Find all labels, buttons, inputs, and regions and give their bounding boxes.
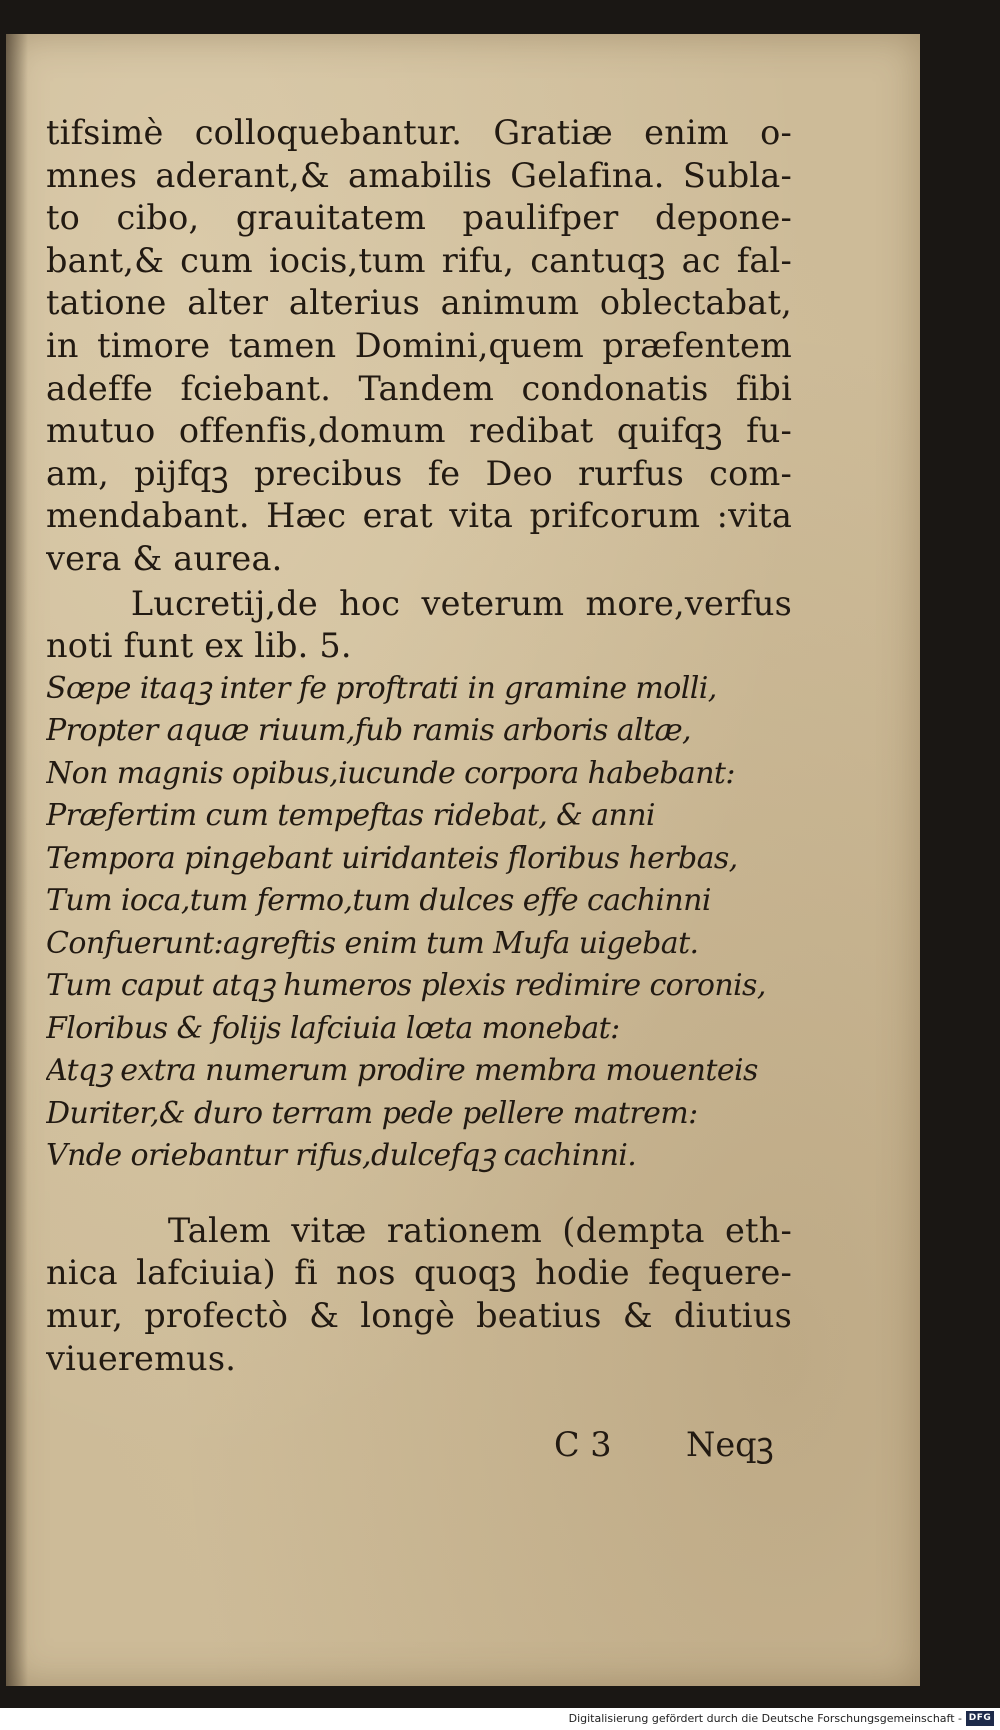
text-line: mur, profectò & longè beatius & diutius [46, 1295, 792, 1335]
text-line: am, pijfqꝫ precibus fe Deo rurfus com- [46, 453, 792, 493]
catchword: Neqꝫ [686, 1425, 774, 1464]
paragraph-2 [46, 583, 792, 668]
text-line: nica lafciuia) fi nos quoqꝫ hodie fequere- [46, 1253, 792, 1293]
verse-line: Duriter,& duro terram pede pellere matrem: [46, 1095, 698, 1131]
paragraph-1 [46, 112, 792, 581]
verse-line: Tum ioca,tum fermo,tum dulces effe cachinni [46, 883, 711, 919]
page-footer [46, 1420, 792, 1470]
page-gutter-shadow [6, 34, 28, 1686]
text-line: vera & aurea. [46, 538, 283, 578]
verse-line: Propter aquæ riuum,fub ramis arboris altæ, [46, 713, 691, 749]
verse-quotation [46, 668, 792, 1178]
verse-line: Non magnis opibus,iucunde corpora habebant: [46, 755, 735, 791]
verse-line: Vnde oriebantur rifus,dulcefqꝫ cachinni. [46, 1138, 637, 1174]
text-line: mendabant. Hæc erat vita prifcorum :vita [46, 496, 792, 536]
verse-line: Præfertim cum tempeftas ridebat, & anni [46, 798, 655, 834]
text-line: tatione alter alterius animum oblectabat, [46, 283, 792, 323]
text-line: noti funt ex lib. 5. [46, 626, 352, 666]
book-page [6, 34, 920, 1686]
verse-line: Sœpe itaqꝫ inter fe proftrati in gramine molli, [46, 670, 717, 706]
text-line: adeffe fciebant. Tandem condonatis fibi [46, 368, 792, 408]
text-line: in timore tamen Domini,quem præfentem [46, 325, 792, 365]
text-line: mutuo offenfis,domum redibat quifqꝫ fu- [46, 411, 792, 451]
text-line: to cibo, grauitatem paulifper depone- [46, 198, 792, 238]
dfg-logo: DFG [966, 1711, 994, 1726]
text-line: tifsimè colloquebantur. Gratiæ enim o- [46, 113, 792, 152]
verse-line: Tum caput atqꝫ humeros plexis redimire coronis, [46, 968, 766, 1004]
digitization-footer-bar [0, 1708, 1000, 1730]
text-line: Lucretij,de hoc veterum more,verfus [46, 583, 792, 623]
paragraph-3 [46, 1210, 792, 1380]
verse-line: Atqꝫ extra numerum prodire membra mouenteis [46, 1053, 758, 1089]
text-block [46, 112, 792, 1380]
text-line: Talem vitæ rationem (dempta eth- [46, 1210, 792, 1250]
text-line: viueremus. [46, 1338, 237, 1378]
funding-credit: Digitalisierung gefördert durch die Deutsche Forschungsgemeinschaft - [568, 1712, 962, 1725]
verse-line: Floribus & folijs lafciuia lœta monebat: [46, 1010, 620, 1046]
verse-line: Confuerunt:agreftis enim tum Mufa uigebat. [46, 925, 699, 961]
text-line: bant,& cum iocis,tum rifu, cantuqꝫ ac fal- [46, 240, 792, 280]
signature-mark: C 3 [554, 1425, 612, 1464]
text-line: mnes aderant,& amabilis Gelafina. Subla- [46, 155, 792, 195]
verse-line: Tempora pingebant uiridanteis floribus herbas, [46, 840, 738, 876]
